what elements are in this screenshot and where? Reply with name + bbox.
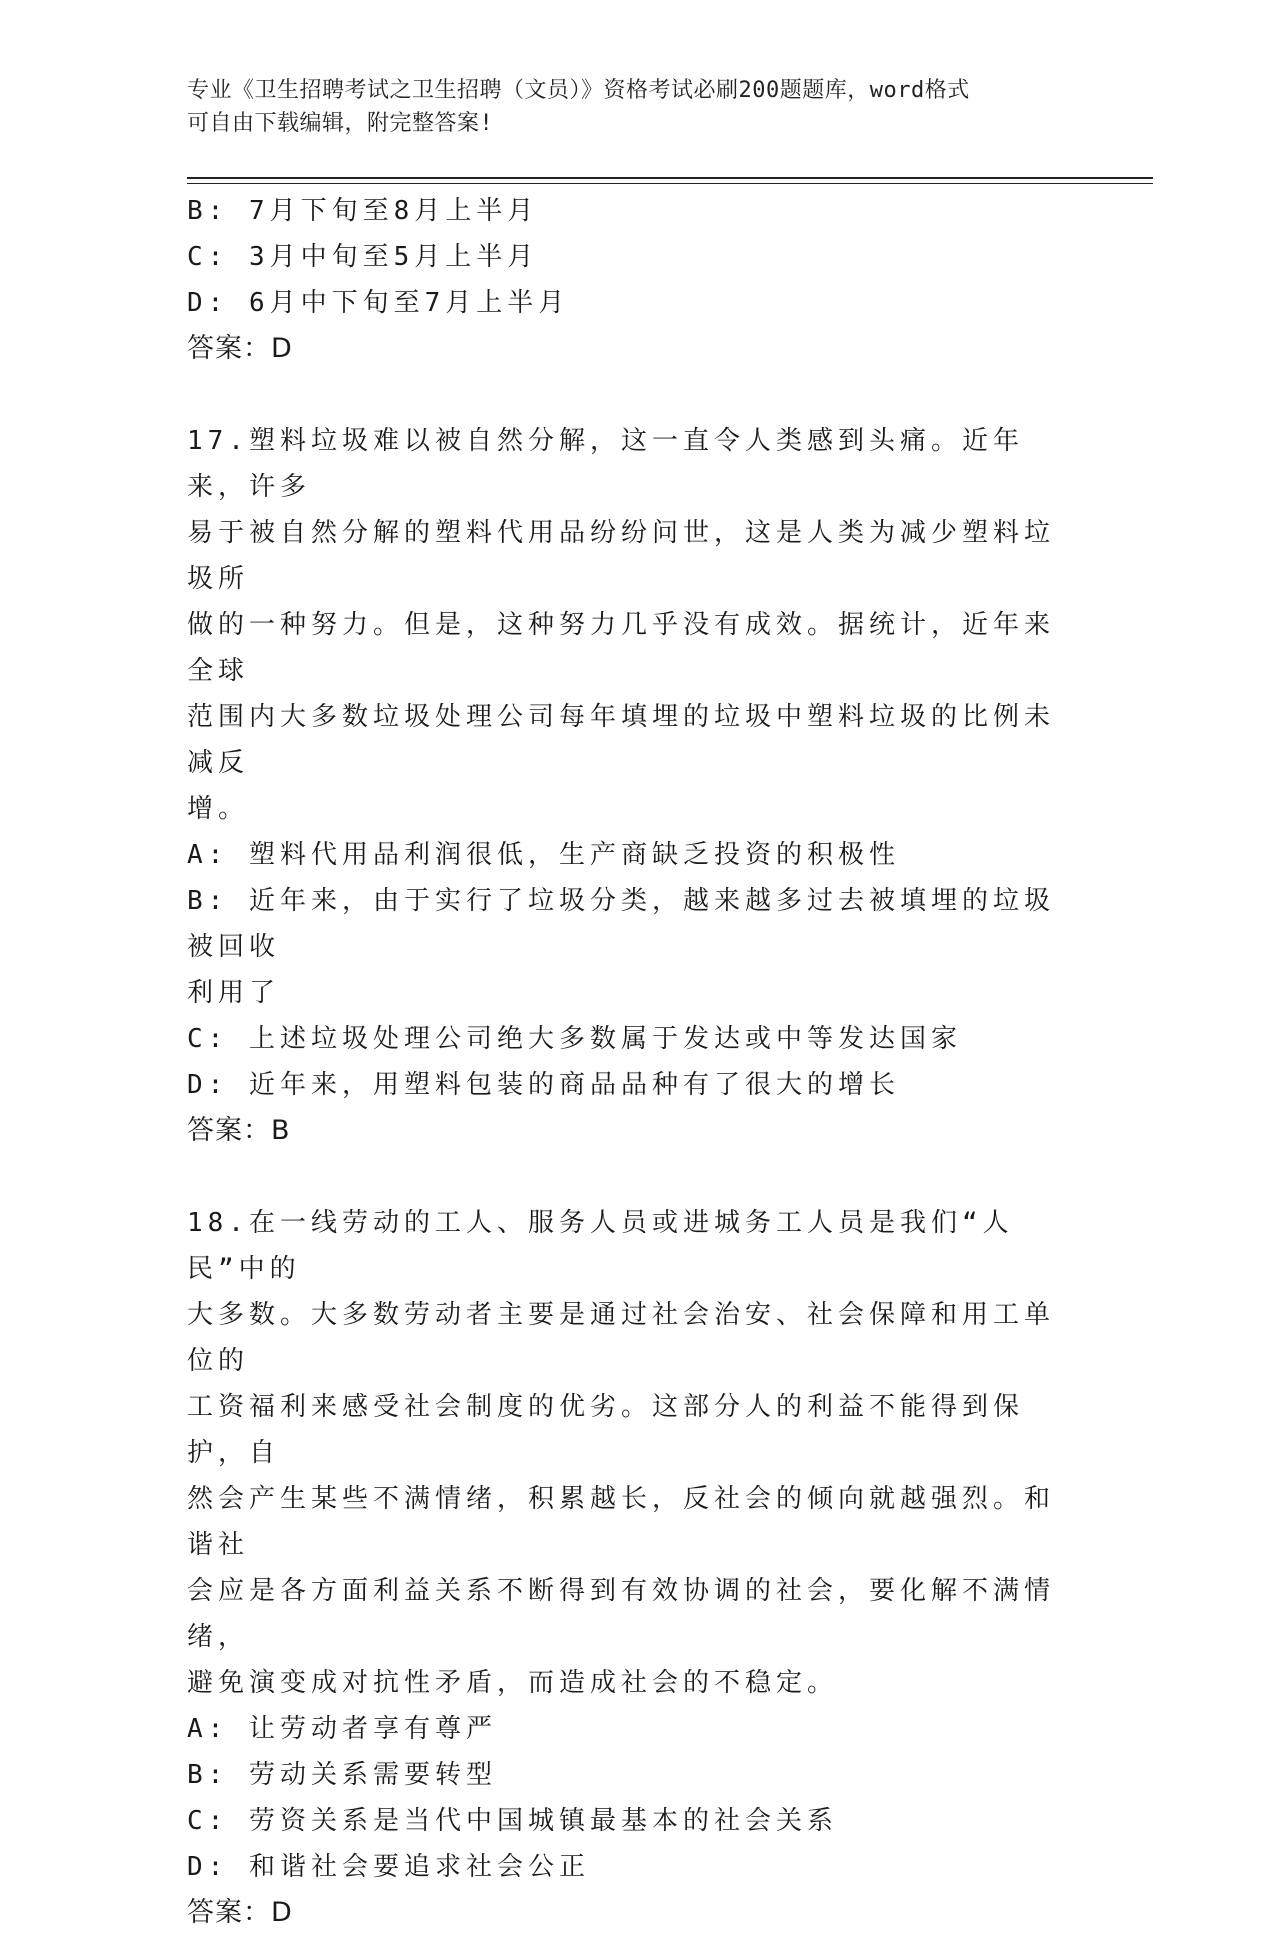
answer-line: 答案：D [187, 1897, 293, 1928]
question-text-line: 增。 [187, 794, 250, 824]
document-body [187, 188, 1077, 1936]
option-a: A: 塑料代用品利润很低，生产商缺乏投资的积极性 [187, 840, 900, 870]
question-text-line: 大多数。大多数劳动者主要是通过社会治安、社会保障和用工单位的 [187, 1300, 1056, 1376]
header-line-1: 专业《卫生招聘考试之卫生招聘（文员）》资格考试必刷200题题库，word格式 [187, 78, 970, 103]
document-header [187, 74, 1077, 140]
header-line-2: 可自由下载编辑，附完整答案! [187, 111, 494, 136]
question-text-line: 避免演变成对抗性矛盾，而造成社会的不稳定。 [187, 1668, 839, 1698]
option-b: B: 劳动关系需要转型 [187, 1760, 497, 1790]
question-text-line: 然会产生某些不满情绪，积累越长，反社会的倾向就越强烈。和谐社 [187, 1484, 1056, 1560]
question-text-line: 易于被自然分解的塑料代用品纷纷问世，这是人类为减少塑料垃圾所 [187, 518, 1056, 594]
option-b: B: 近年来，由于实行了垃圾分类，越来越多过去被填埋的垃圾被回收 [187, 886, 1055, 962]
spacer [187, 1154, 1077, 1200]
option-c: C: 3月中旬至5月上半月 [187, 242, 539, 272]
question-text-line: 会应是各方面利益关系不断得到有效协调的社会，要化解不满情绪， [187, 1576, 1056, 1652]
spacer [187, 372, 1077, 418]
question-text-line: 范围内大多数垃圾处理公司每年填埋的垃圾中塑料垃圾的比例未减反 [187, 702, 1056, 778]
header-divider-thick [187, 177, 1153, 179]
answer-line: 答案：B [187, 1115, 291, 1146]
option-c: C: 劳资关系是当代中国城镇最基本的社会关系 [187, 1806, 838, 1836]
question-18 [187, 1200, 1077, 1936]
question-text-line: 17.塑料垃圾难以被自然分解，这一直令人类感到头痛。近年来，许多 [187, 426, 1024, 502]
question-text-line: 做的一种努力。但是，这种努力几乎没有成效。据统计，近年来全球 [187, 610, 1056, 686]
question-text-line: 18.在一线劳动的工人、服务人员或进城务工人员是我们“人民”中的 [187, 1208, 1014, 1284]
option-b: B: 7月下旬至8月上半月 [187, 196, 539, 226]
answer-line: 答案：D [187, 333, 293, 364]
option-d: D: 和谐社会要追求社会公正 [187, 1852, 590, 1882]
option-a: A: 让劳动者享有尊严 [187, 1714, 497, 1744]
option-c: C: 上述垃圾处理公司绝大多数属于发达或中等发达国家 [187, 1024, 962, 1054]
question-17 [187, 418, 1077, 1154]
header-divider-thin [187, 183, 1153, 184]
option-d: D: 近年来，用塑料包装的商品品种有了很大的增长 [187, 1070, 900, 1100]
option-d: D: 6月中下旬至7月上半月 [187, 288, 570, 318]
question-16-continuation [187, 188, 1077, 372]
question-text-line: 工资福利来感受社会制度的优劣。这部分人的利益不能得到保护，自 [187, 1392, 1025, 1468]
option-b-continued: 利用了 [187, 978, 281, 1008]
